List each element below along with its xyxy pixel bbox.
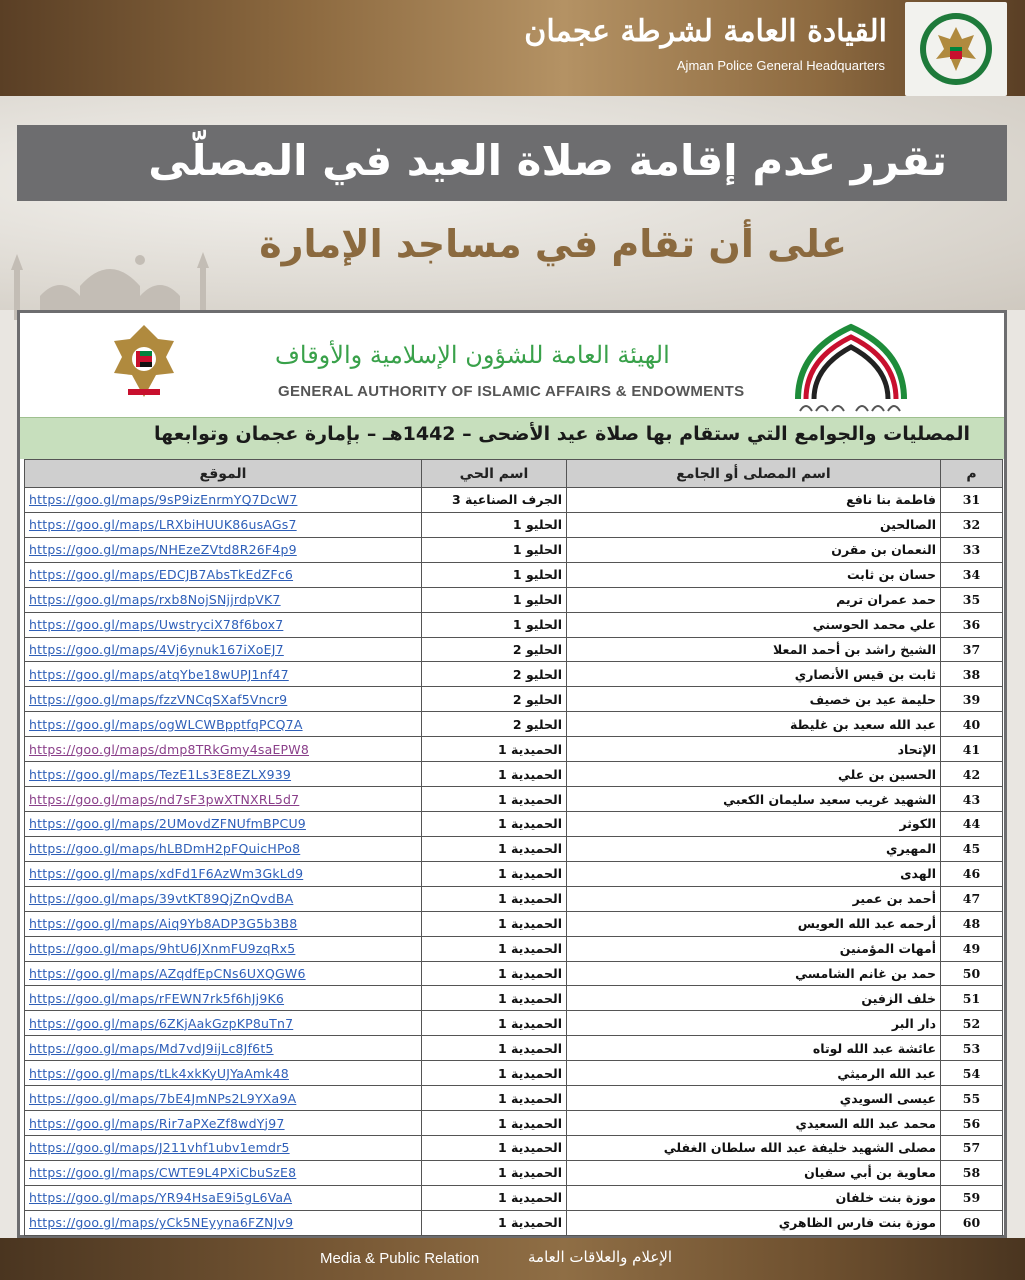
map-link[interactable]: https://goo.gl/maps/ogWLCWBpptfqPCQ7A [29, 716, 303, 732]
footer-bar [0, 1238, 1025, 1280]
district-cell: الحليو 1 [422, 537, 567, 562]
mosque-name-cell: معاوية بن أبي سفيان [567, 1160, 941, 1185]
table-row [25, 961, 1003, 986]
table-row [25, 986, 1003, 1011]
mosque-name-cell: أمهات المؤمنين [567, 936, 941, 961]
mosque-name-cell: عائشة عبد الله لوتاه [567, 1036, 941, 1061]
mosque-name-cell: الهدى [567, 861, 941, 886]
table-row [25, 537, 1003, 562]
row-number-cell: 58 [941, 1160, 1003, 1185]
map-link[interactable]: https://goo.gl/maps/EDCJB7AbsTkEdZFc6 [29, 567, 294, 583]
mosque-name-cell: حمد عمران تريم [567, 587, 941, 612]
mosque-name-cell: أرحمه عبد الله العويس [567, 911, 941, 936]
mosque-name-cell: خلف الزفين [567, 986, 941, 1011]
location-cell [25, 687, 422, 712]
mosque-name-cell: موزة بنت خلفان [567, 1185, 941, 1210]
location-cell [25, 986, 422, 1011]
location-cell [25, 1185, 422, 1210]
mosque-name-cell: أحمد بن عمير [567, 886, 941, 911]
mosque-name-cell: محمد عبد الله السعيدي [567, 1111, 941, 1136]
row-number-cell: 51 [941, 986, 1003, 1011]
table-row [25, 1011, 1003, 1036]
location-cell [25, 961, 422, 986]
district-cell: الحميدية 1 [422, 886, 567, 911]
map-link[interactable]: https://goo.gl/maps/hLBDmH2pFQuicHPo8 [29, 841, 301, 857]
row-number-cell: 31 [941, 488, 1003, 513]
col-header-name: اسم المصلى أو الجامع [567, 460, 941, 488]
row-number-cell: 46 [941, 861, 1003, 886]
location-cell [25, 587, 422, 612]
map-link[interactable]: https://goo.gl/maps/J211vhf1ubv1emdr5 [29, 1140, 290, 1156]
row-number-cell: 56 [941, 1111, 1003, 1136]
mosque-name-cell: الإتحاد [567, 737, 941, 762]
mosque-name-cell: حليمة عيد بن خصيف [567, 687, 941, 712]
map-link[interactable]: https://goo.gl/maps/xdFd1F6AzWm3GkLd9 [29, 866, 304, 882]
table-row [25, 1036, 1003, 1061]
district-cell: الحميدية 1 [422, 986, 567, 1011]
mosque-name-cell: الصالحين [567, 512, 941, 537]
map-link[interactable]: https://goo.gl/maps/rxb8NojSNjjrdpVK7 [29, 592, 281, 608]
map-link[interactable]: https://goo.gl/maps/YR94HsaE9i5gL6VaA [29, 1190, 293, 1206]
location-cell [25, 811, 422, 836]
mosque-name-cell: النعمان بن مقرن [567, 537, 941, 562]
row-number-cell: 48 [941, 911, 1003, 936]
map-link[interactable]: https://goo.gl/maps/NHEzeZVtd8R26F4p9 [29, 542, 297, 558]
row-number-cell: 47 [941, 886, 1003, 911]
map-link[interactable]: https://goo.gl/maps/rFEWN7rk5f6hJj9K6 [29, 990, 285, 1006]
map-link[interactable]: https://goo.gl/maps/LRXbiHUUK86usAGs7 [29, 517, 297, 533]
table-row [25, 1160, 1003, 1185]
table-row [25, 911, 1003, 936]
row-number-cell: 59 [941, 1185, 1003, 1210]
map-link[interactable]: https://goo.gl/maps/tLk4xkKyUJYaAmk48 [29, 1065, 289, 1081]
map-link[interactable]: https://goo.gl/maps/Aiq9Yb8ADP3G5b3B8 [29, 916, 298, 932]
table-row [25, 712, 1003, 737]
row-number-cell: 32 [941, 512, 1003, 537]
location-cell [25, 562, 422, 587]
district-cell: الحميدية 1 [422, 762, 567, 787]
location-cell [25, 787, 422, 812]
map-link[interactable]: https://goo.gl/maps/nd7sF3pwXTNXRL5d7 [29, 791, 300, 807]
mosque-list-document [17, 310, 1007, 1238]
map-link[interactable]: https://goo.gl/maps/yCk5NEyyna6FZNJv9 [29, 1215, 294, 1231]
map-link[interactable]: https://goo.gl/maps/Rir7aPXeZf8wdYj97 [29, 1115, 285, 1131]
location-cell [25, 1036, 422, 1061]
district-cell: الحليو 2 [422, 662, 567, 687]
row-number-cell: 52 [941, 1011, 1003, 1036]
mosque-name-cell: موزة بنت فارس الظاهري [567, 1210, 941, 1235]
row-number-cell: 40 [941, 712, 1003, 737]
location-cell [25, 1160, 422, 1185]
row-number-cell: 57 [941, 1135, 1003, 1160]
location-cell [25, 1061, 422, 1086]
location-cell [25, 488, 422, 513]
table-row [25, 762, 1003, 787]
row-number-cell: 41 [941, 737, 1003, 762]
row-number-cell: 43 [941, 787, 1003, 812]
col-header-district: اسم الحي [422, 460, 567, 488]
district-cell: الحميدية 1 [422, 787, 567, 812]
police-hq-name-ar: القيادة العامة لشرطة عجمان [524, 14, 887, 49]
mosque-name-cell: عيسى السويدي [567, 1086, 941, 1111]
table-row [25, 811, 1003, 836]
row-number-cell: 39 [941, 687, 1003, 712]
location-cell [25, 1135, 422, 1160]
row-number-cell: 49 [941, 936, 1003, 961]
district-cell: الحليو 1 [422, 562, 567, 587]
mosque-name-cell: الحسين بن علي [567, 762, 941, 787]
district-cell: الحميدية 1 [422, 1160, 567, 1185]
row-number-cell: 54 [941, 1061, 1003, 1086]
row-number-cell: 45 [941, 836, 1003, 861]
district-cell: الحليو 1 [422, 512, 567, 537]
mosque-arch-logo-icon [792, 321, 910, 413]
table-row [25, 1185, 1003, 1210]
district-cell: الحميدية 1 [422, 1111, 567, 1136]
headline-line1: تقرر عدم إقامة صلاة العيد في المصلّى [148, 136, 947, 185]
table-row [25, 1135, 1003, 1160]
district-cell: الحميدية 1 [422, 1061, 567, 1086]
district-cell: الحليو 2 [422, 712, 567, 737]
map-link[interactable]: https://goo.gl/maps/2UMovdZFNUfmBPCU9 [29, 816, 306, 832]
district-cell: الحميدية 1 [422, 737, 567, 762]
district-cell: الحميدية 1 [422, 936, 567, 961]
col-header-location: الموقع [25, 460, 422, 488]
table-row [25, 886, 1003, 911]
map-link[interactable]: https://goo.gl/maps/39vtKT89QjZnQvdBA [29, 891, 294, 907]
table-row [25, 1210, 1003, 1235]
map-link[interactable]: https://goo.gl/maps/7bE4JmNPs2L9YXa9A [29, 1090, 297, 1106]
mosque-name-cell: حمد بن غانم الشامسي [567, 961, 941, 986]
map-link[interactable]: https://goo.gl/maps/6ZKjAakGzpKP8uTn7 [29, 1015, 294, 1031]
row-number-cell: 36 [941, 612, 1003, 637]
district-cell: الحليو 2 [422, 637, 567, 662]
mosque-name-cell: عبد الله سعيد بن غليطة [567, 712, 941, 737]
district-cell: الحميدية 1 [422, 1011, 567, 1036]
district-cell: الحليو 1 [422, 612, 567, 637]
row-number-cell: 60 [941, 1210, 1003, 1235]
map-link[interactable]: https://goo.gl/maps/4Vj6ynuk167iXoEJ7 [29, 641, 284, 657]
location-cell [25, 1111, 422, 1136]
table-row [25, 861, 1003, 886]
authority-header [20, 313, 1004, 417]
row-number-cell: 33 [941, 537, 1003, 562]
location-cell [25, 861, 422, 886]
row-number-cell: 53 [941, 1036, 1003, 1061]
row-number-cell: 35 [941, 587, 1003, 612]
location-cell [25, 1011, 422, 1036]
location-cell [25, 836, 422, 861]
row-number-cell: 37 [941, 637, 1003, 662]
location-cell [25, 712, 422, 737]
mosque-name-cell: علي محمد الحوسني [567, 612, 941, 637]
table-body [25, 488, 1003, 1236]
ajman-police-logo [905, 2, 1007, 96]
location-cell [25, 512, 422, 537]
location-cell [25, 662, 422, 687]
mosque-name-cell: فاطمة بنا نافع [567, 488, 941, 513]
location-cell [25, 537, 422, 562]
table-row [25, 1111, 1003, 1136]
mosque-name-cell: عبد الله الرميثي [567, 1061, 941, 1086]
table-row [25, 1086, 1003, 1111]
district-cell: الحميدية 1 [422, 1135, 567, 1160]
table-row [25, 737, 1003, 762]
mosque-table [24, 459, 1003, 1236]
map-link[interactable]: https://goo.gl/maps/9htU6JXnmFU9zqRx5 [29, 941, 296, 957]
mosque-name-cell: الشهيد غريب سعيد سليمان الكعبي [567, 787, 941, 812]
map-link[interactable]: https://goo.gl/maps/dmp8TRkGmy4saEPW8 [29, 741, 309, 757]
map-link[interactable]: https://goo.gl/maps/atqYbe18wUPJ1nf47 [29, 666, 289, 682]
mosque-name-cell: حسان بن ثابت [567, 562, 941, 587]
location-cell [25, 737, 422, 762]
district-cell: الحميدية 1 [422, 961, 567, 986]
district-cell: الحميدية 1 [422, 811, 567, 836]
table-row [25, 612, 1003, 637]
table-row [25, 662, 1003, 687]
table-row [25, 562, 1003, 587]
row-number-cell: 55 [941, 1086, 1003, 1111]
headline-line2: على أن تقام في مساجد الإمارة [259, 222, 847, 266]
row-number-cell: 50 [941, 961, 1003, 986]
row-number-cell: 44 [941, 811, 1003, 836]
mosque-name-cell: ثابت بن قيس الأنصاري [567, 662, 941, 687]
table-title: المصليات والجوامع التي ستقام بها صلاة عيد الأضحى – 1442هـ – بإمارة عجمان وتوابعها [154, 423, 970, 445]
table-header-row [25, 460, 1003, 488]
table-row [25, 587, 1003, 612]
location-cell [25, 1210, 422, 1235]
footer-label-ar: الإعلام والعلاقات العامة [528, 1248, 673, 1266]
table-row [25, 488, 1003, 513]
row-number-cell: 34 [941, 562, 1003, 587]
district-cell: الحميدية 1 [422, 1185, 567, 1210]
mosque-name-cell: الكوثر [567, 811, 941, 836]
col-header-num: م [941, 460, 1003, 488]
location-cell [25, 637, 422, 662]
location-cell [25, 911, 422, 936]
district-cell: الحليو 2 [422, 687, 567, 712]
district-cell: الحميدية 1 [422, 836, 567, 861]
police-hq-name-en: Ajman Police General Headquarters [676, 58, 885, 73]
authority-name-ar: الهيئة العامة للشؤون الإسلامية والأوقاف [275, 341, 670, 369]
authority-name-en: GENERAL AUTHORITY OF ISLAMIC AFFAIRS & ENDOWMENTS [278, 383, 745, 400]
district-cell: الجرف الصناعية 3 [422, 488, 567, 513]
location-cell [25, 886, 422, 911]
district-cell: الحميدية 1 [422, 1036, 567, 1061]
eagle-emblem-icon [916, 9, 996, 89]
mosque-silhouette-icon [0, 240, 230, 320]
location-cell [25, 936, 422, 961]
table-row [25, 637, 1003, 662]
mosque-name-cell: دار البر [567, 1011, 941, 1036]
district-cell: الحليو 1 [422, 587, 567, 612]
map-link[interactable]: https://goo.gl/maps/AZqdfEpCNs6UXQGW6 [29, 965, 306, 981]
map-link[interactable]: https://goo.gl/maps/UwstryciX78f6box7 [29, 617, 284, 633]
district-cell: الحميدية 1 [422, 1086, 567, 1111]
table-row [25, 1061, 1003, 1086]
district-cell: الحميدية 1 [422, 861, 567, 886]
table-row [25, 687, 1003, 712]
mosque-name-cell: المهيري [567, 836, 941, 861]
map-link[interactable]: https://goo.gl/maps/fzzVNCqSXaf5Vncr9 [29, 691, 288, 707]
map-link[interactable]: https://goo.gl/maps/CWTE9L4PXiCbuSzE8 [29, 1165, 297, 1181]
mosque-name-cell: الشيخ راشد بن أحمد المعلا [567, 637, 941, 662]
district-cell: الحميدية 1 [422, 1210, 567, 1235]
map-link[interactable]: https://goo.gl/maps/TezE1Ls3E8EZLX939 [29, 766, 292, 782]
table-row [25, 787, 1003, 812]
location-cell [25, 1086, 422, 1111]
map-link[interactable]: https://goo.gl/maps/9sP9izEnrmYQ7DcW7 [29, 492, 298, 508]
uae-falcon-emblem-icon [108, 321, 180, 401]
map-link[interactable]: https://goo.gl/maps/Md7vdJ9ijLc8Jf6t5 [29, 1040, 274, 1056]
row-number-cell: 42 [941, 762, 1003, 787]
table-row [25, 512, 1003, 537]
row-number-cell: 38 [941, 662, 1003, 687]
location-cell [25, 762, 422, 787]
mosque-name-cell: مصلى الشهيد خليفة عبد الله سلطان الغفلي [567, 1135, 941, 1160]
table-row [25, 836, 1003, 861]
table-row [25, 936, 1003, 961]
district-cell: الحميدية 1 [422, 911, 567, 936]
footer-label-en: Media & Public Relation [320, 1250, 480, 1267]
location-cell [25, 612, 422, 637]
